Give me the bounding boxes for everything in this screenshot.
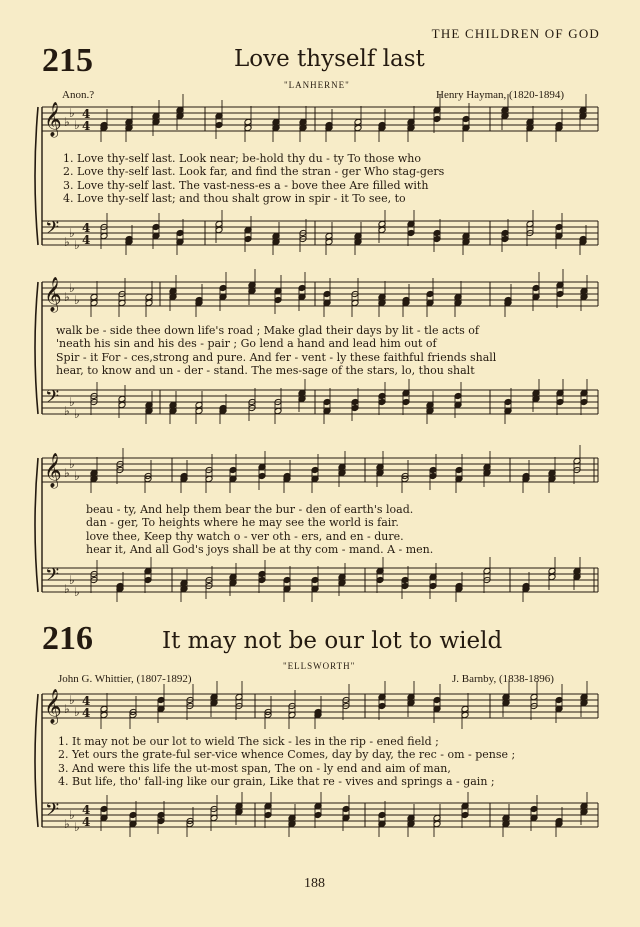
verse-line: love thee, Keep thy watch o - ver oth - ers, and en - dure.: [86, 529, 404, 543]
flat-sign: ♭: [74, 118, 80, 132]
system-brace: [35, 694, 38, 827]
time-signature: 4: [82, 119, 91, 133]
verse-line: 4. Love thy-self last; and thou shalt grow in spir - it To see, to: [63, 191, 406, 205]
flat-sign: ♭: [74, 293, 80, 307]
flat-sign: ♭: [69, 281, 75, 295]
verse-line: beau - ty, And help them bear the bur - den of earth's load.: [86, 503, 414, 516]
time-signature: 4: [82, 221, 91, 235]
system-brace: [35, 107, 38, 245]
verse-line: 2. Yet ours the grate-ful ser-vice whence Comes, day by day, the rec - om - pense ;: [58, 748, 516, 762]
bass-clef: 𝄢: [45, 387, 60, 412]
verse-lyrics-block: [56, 324, 496, 377]
system-brace: [35, 282, 38, 414]
hymn-number: 216: [42, 620, 93, 657]
time-signature: 4: [82, 107, 91, 121]
flat-sign: ♭: [64, 404, 70, 418]
verse-line: 2. Love thy-self last. Look far, and find the stran - ger Who stag-gers: [63, 165, 445, 179]
flat-sign: ♭: [64, 235, 70, 249]
flat-sign: ♭: [64, 702, 70, 716]
flat-sign: ♭: [64, 115, 70, 129]
flat-sign: ♭: [64, 582, 70, 596]
flat-sign: ♭: [74, 585, 80, 599]
treble-clef: 𝄞: [44, 453, 62, 488]
verse-lyrics-block: [86, 503, 433, 556]
verse-lyrics-block: [63, 152, 444, 205]
verse-line: Spir - it For - ces,strong and pure. And fer - vent - ly these faithful friends shall: [56, 350, 497, 364]
hymn-title: Love thyself last: [234, 46, 425, 72]
flat-sign: ♭: [69, 693, 75, 707]
hymn-title: It may not be our lot to wield: [162, 628, 503, 654]
flat-sign: ♭: [64, 290, 70, 304]
bass-clef: 𝄢: [45, 565, 60, 590]
verse-line: dan - ger, To heights where he may see the world is fair.: [86, 516, 399, 530]
verse-line: walk be - side thee down life's road ; Make glad their days by lit - tle acts of: [56, 324, 480, 337]
flat-sign: ♭: [74, 407, 80, 421]
tune-name: "ELLSWORTH": [283, 661, 356, 671]
section-heading: THE CHILDREN OF GOD: [431, 26, 600, 41]
composer-credit: J. Barnby, (1838-1896): [452, 673, 554, 685]
author-credit: Anon.?: [62, 89, 95, 101]
verse-line: 4. But life, tho' fall-ing like our grain, Like that re - vives and springs a - gain ;: [58, 774, 495, 788]
verse-line: 3. Love thy-self last. The vast-ness-es a - bove thee Are filled with: [63, 178, 429, 192]
system-brace: [35, 458, 38, 592]
hymn-number: 215: [42, 42, 93, 79]
verse-lyrics-block: [58, 735, 515, 788]
flat-sign: ♭: [64, 817, 70, 831]
tune-name: "LANHERNE": [284, 80, 350, 90]
flat-sign: ♭: [64, 466, 70, 480]
flat-sign: ♭: [69, 808, 75, 822]
time-signature: 4: [82, 694, 91, 708]
bass-clef: 𝄢: [45, 800, 60, 825]
time-signature: 4: [82, 815, 91, 829]
treble-clef: 𝄞: [44, 102, 62, 137]
flat-sign: ♭: [69, 573, 75, 587]
time-signature: 4: [82, 233, 91, 247]
flat-sign: ♭: [69, 457, 75, 471]
flat-sign: ♭: [69, 226, 75, 240]
verse-line: hear it, And all God's joys shall be at thy com - mand. A - men.: [86, 542, 434, 556]
flat-sign: ♭: [69, 106, 75, 120]
flat-sign: ♭: [74, 238, 80, 252]
treble-clef: 𝄞: [44, 689, 62, 724]
bass-clef: 𝄢: [45, 218, 60, 243]
flat-sign: ♭: [69, 395, 75, 409]
verse-line: 1. Love thy-self last. Look near; be-hold thy du - ty To those who: [63, 152, 421, 165]
flat-sign: ♭: [74, 820, 80, 834]
verse-line: 3. And were this life the ut-most span, The on - ly end and aim of man,: [58, 761, 451, 775]
time-signature: 4: [82, 706, 91, 720]
page-number: 188: [304, 876, 325, 891]
composer-credit: Henry Hayman, (1820-1894): [436, 89, 564, 101]
flat-sign: ♭: [74, 469, 80, 483]
time-signature: 4: [82, 803, 91, 817]
verse-line: 1. It may not be our lot to wield The sick - les in the rip - ened field ;: [58, 735, 439, 748]
flat-sign: ♭: [74, 705, 80, 719]
verse-line: 'neath his sin and his des - pair ; Go lend a hand and lead him out of: [56, 337, 437, 351]
author-credit: John G. Whittier, (1807-1892): [58, 673, 192, 685]
treble-clef: 𝄞: [44, 277, 62, 312]
verse-line: hear, to know and un - der - stand. The mes-sage of the stars, lo, thou shalt: [56, 363, 475, 377]
